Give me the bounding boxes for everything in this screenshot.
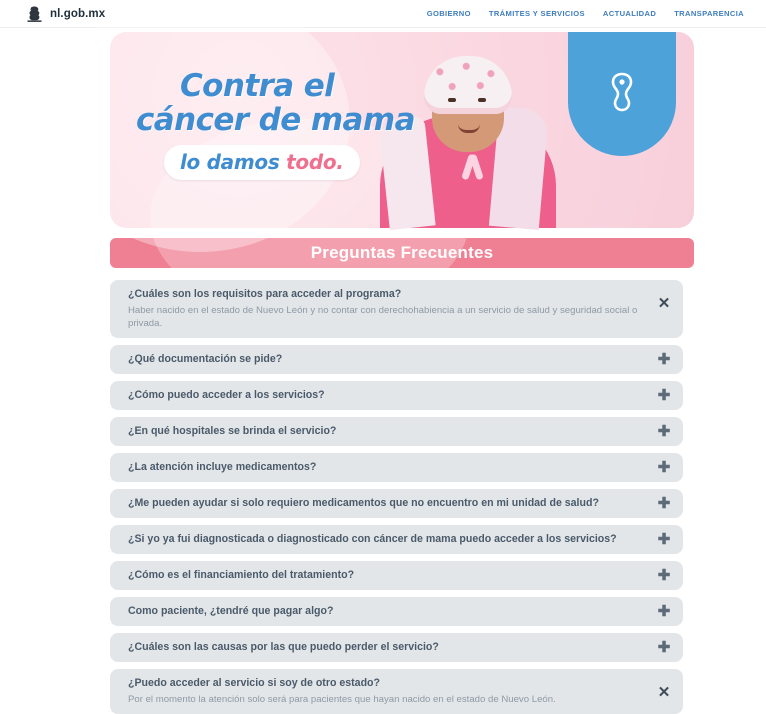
plus-icon[interactable]: ✚ <box>657 566 671 584</box>
plus-icon[interactable]: ✚ <box>657 530 671 548</box>
plus-icon[interactable]: ✚ <box>657 494 671 512</box>
plus-icon[interactable]: ✚ <box>657 458 671 476</box>
faq-question: ¿Puedo acceder al servicio si soy de otro estado? <box>128 677 380 689</box>
government-seal-icon <box>26 5 43 23</box>
faq-question: ¿Si yo ya fui diagnosticada o diagnosticado con cáncer de mama puedo acceder a los servicios? <box>128 533 617 545</box>
plus-icon[interactable]: ✚ <box>657 386 671 404</box>
faq-item[interactable] <box>110 453 683 482</box>
plus-icon[interactable]: ✚ <box>657 422 671 440</box>
top-navigation <box>427 9 744 18</box>
faq-item[interactable] <box>110 597 683 626</box>
brand[interactable] <box>26 5 105 23</box>
faq-item[interactable] <box>110 633 683 662</box>
faq-answer: Haber nacido en el estado de Nuevo León y no contar con derechohabiencia a un servicio de salud y seguridad social o privada. <box>128 305 638 329</box>
hero-title-line1: Contra el <box>180 68 335 104</box>
faq-heading-label: Preguntas Frecuentes <box>310 243 494 262</box>
faq-item[interactable] <box>110 345 683 374</box>
nav-item-transparencia[interactable]: TRANSPARENCIA <box>674 9 744 18</box>
faq-item[interactable] <box>110 525 683 554</box>
hero-slogan-pill <box>164 145 360 180</box>
nav-item-tramites-y-servicios[interactable]: TRÁMITES Y SERVICIOS <box>488 9 585 18</box>
faq-item[interactable] <box>110 280 683 338</box>
faq-accordion <box>110 280 683 714</box>
plus-icon[interactable]: ✚ <box>657 350 671 368</box>
hero-banner <box>110 32 694 228</box>
hero-title-line2: cáncer de mama <box>136 102 415 138</box>
plus-icon[interactable]: ✚ <box>657 638 671 656</box>
nav-item-gobierno[interactable]: GOBIERNO <box>426 9 471 18</box>
faq-question: ¿Cuáles son los requisitos para acceder al programa? <box>128 288 402 300</box>
page-content <box>0 32 766 714</box>
faq-item[interactable] <box>110 669 683 714</box>
faq-item[interactable] <box>110 489 683 518</box>
close-icon[interactable]: ✕ <box>657 684 671 701</box>
faq-answer: Por el momento la atención solo será para pacientes que hayan nacido en el estado de Nuevo León. <box>128 694 556 705</box>
faq-question: ¿Cuáles son las causas por las que puedo perder el servicio? <box>128 641 439 653</box>
hero-slogan-prefix: lo damos <box>180 150 287 174</box>
faq-question: Como paciente, ¿tendré que pagar algo? <box>128 605 334 617</box>
brand-label: nl.gob.mx <box>50 7 106 20</box>
faq-question: ¿Me pueden ayudar si solo requiero medicamentos que no encuentro en mi unidad de salud? <box>128 497 599 509</box>
nuevo-leon-shield-icon <box>568 32 676 156</box>
faq-question: ¿La atención incluye medicamentos? <box>128 461 317 473</box>
faq-item[interactable] <box>110 417 683 446</box>
faq-question: ¿Cómo puedo acceder a los servicios? <box>128 389 325 401</box>
faq-question: ¿Cómo es el financiamiento del tratamiento? <box>128 569 355 581</box>
plus-icon[interactable]: ✚ <box>657 602 671 620</box>
nav-item-actualidad[interactable]: ACTUALIDAD <box>602 9 657 18</box>
hero-title <box>136 70 466 180</box>
faq-item[interactable] <box>110 561 683 590</box>
hero-slogan-emphasis: todo. <box>286 150 344 174</box>
faq-question: ¿Qué documentación se pide? <box>128 353 283 365</box>
faq-question: ¿En qué hospitales se brinda el servicio? <box>128 425 337 437</box>
faq-item[interactable] <box>110 381 683 410</box>
close-icon[interactable]: ✕ <box>657 295 671 312</box>
